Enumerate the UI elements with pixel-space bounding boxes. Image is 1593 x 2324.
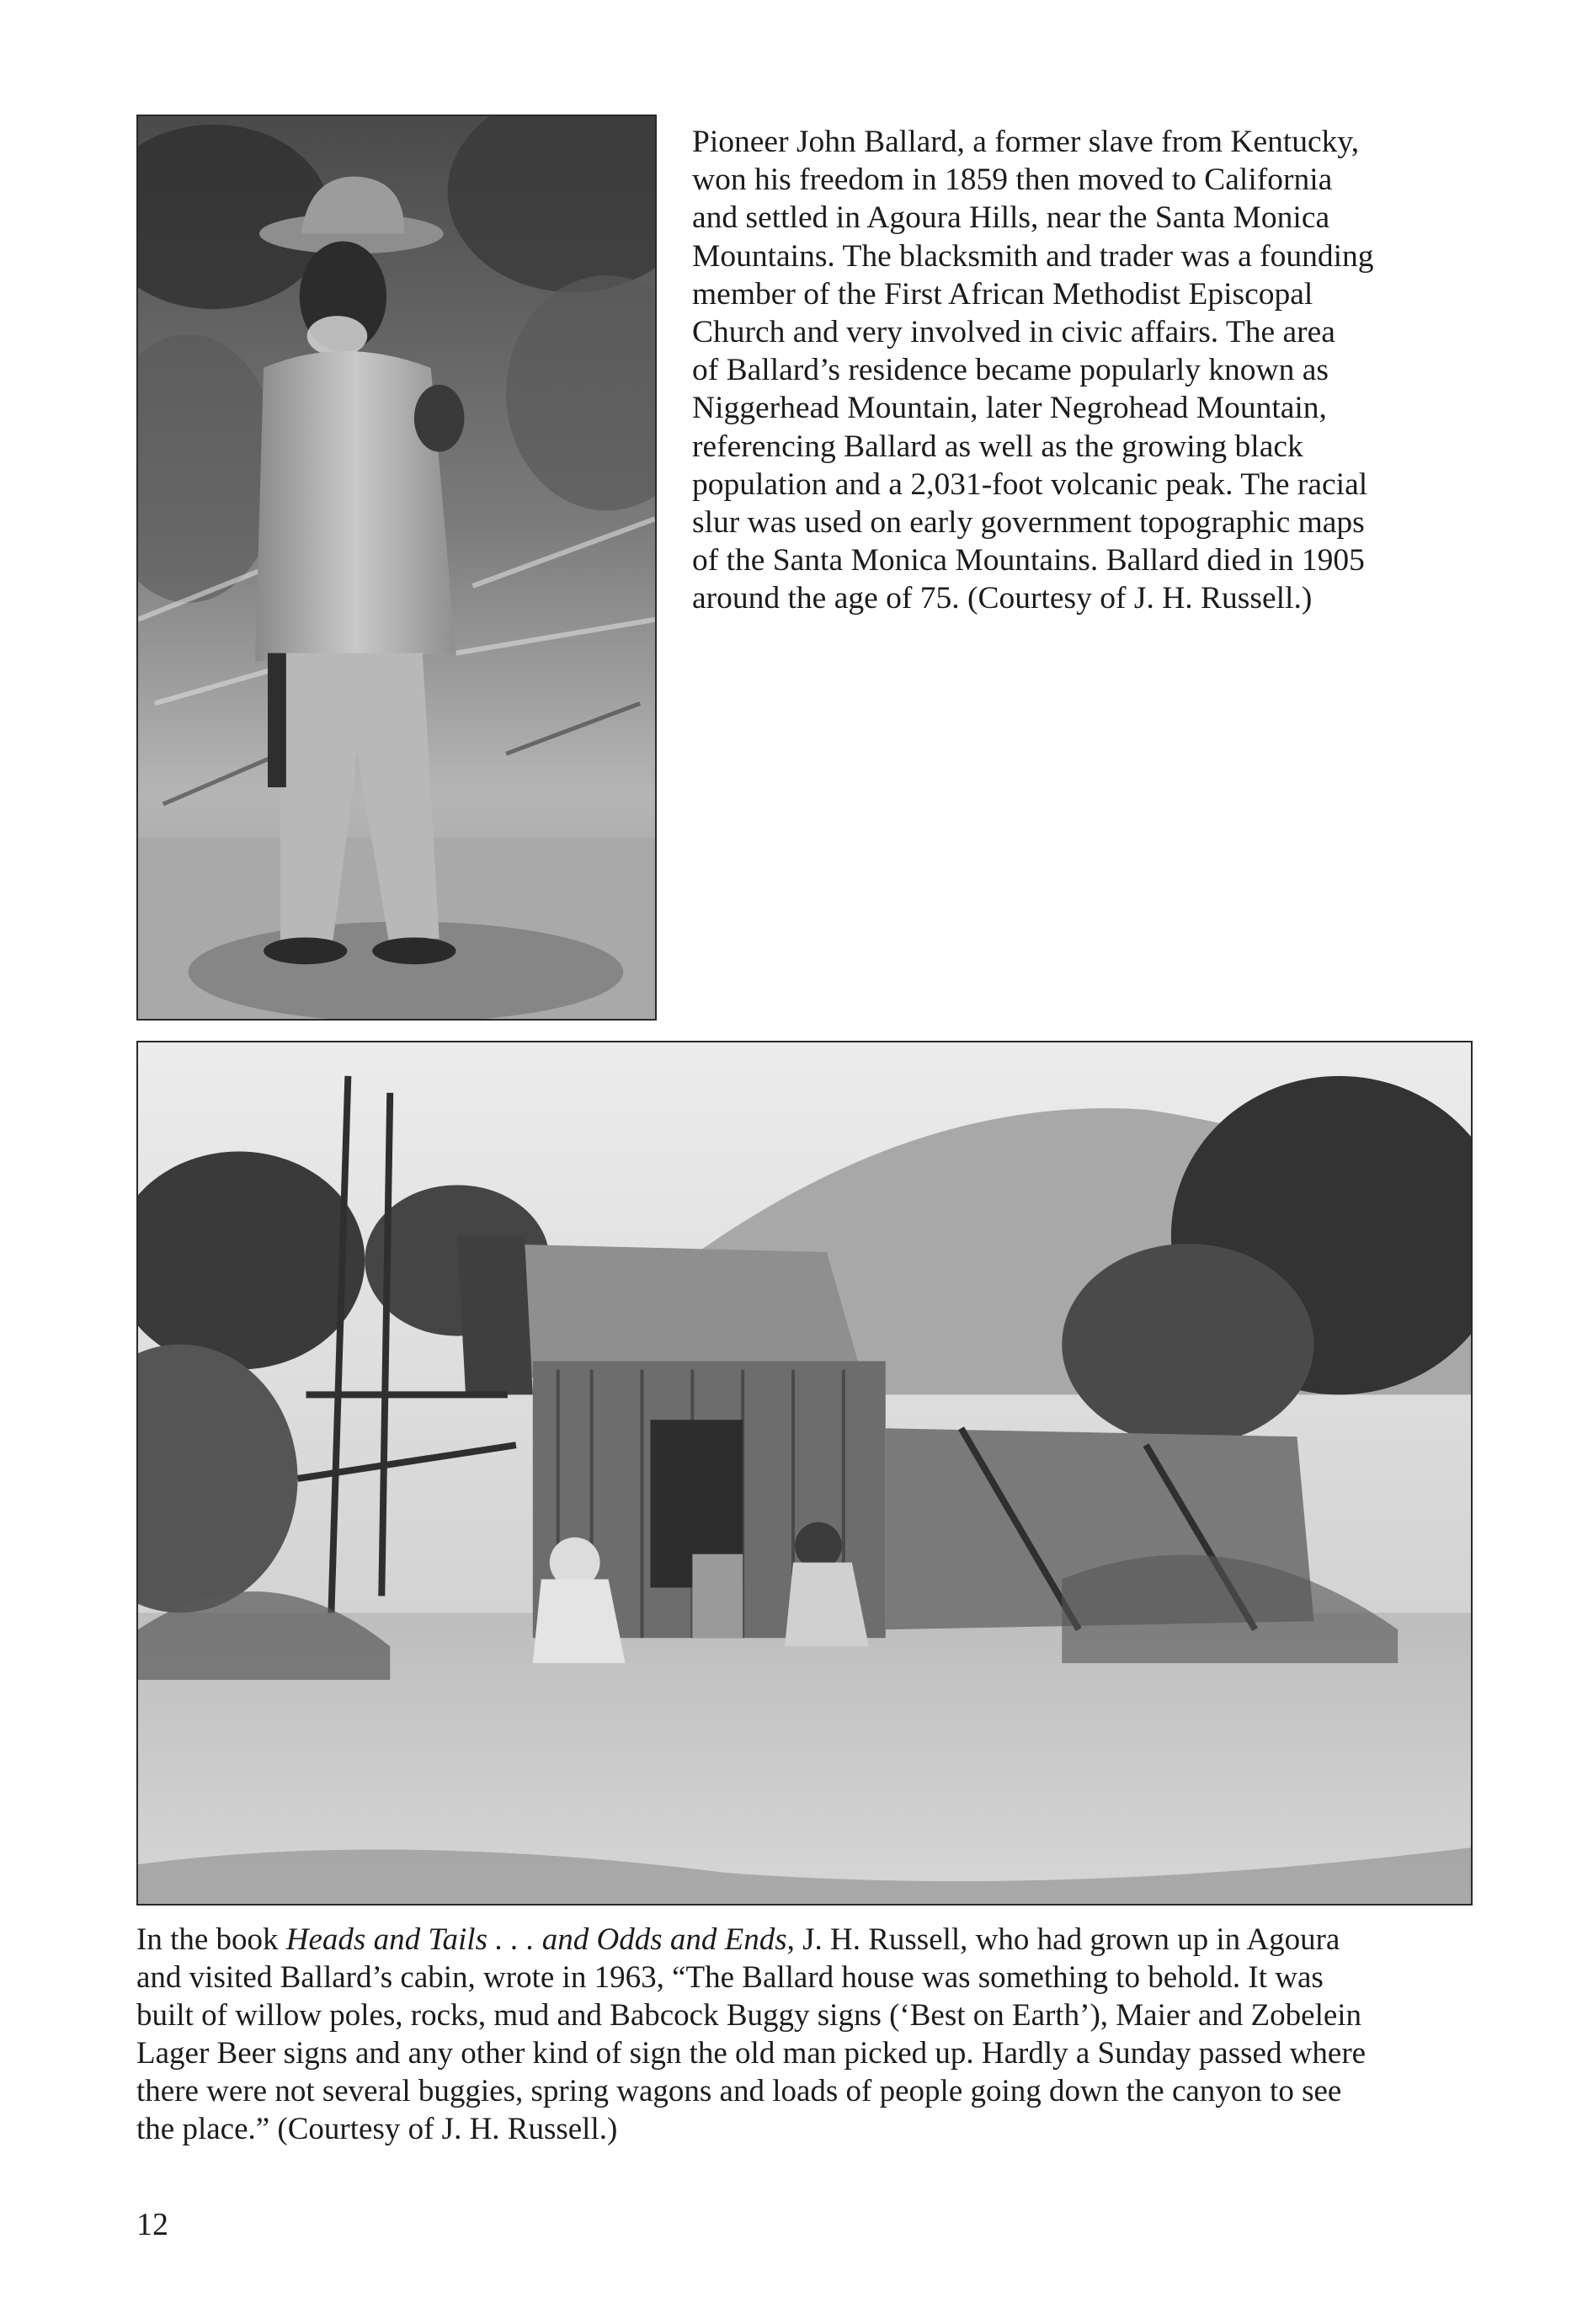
caption-line: of the Santa Monica Mountains. Ballard died in 1905	[692, 543, 1365, 578]
page-number: 12	[136, 2207, 168, 2242]
caption-line: built of willow poles, rocks, mud and Babcock Buggy signs (‘Best on Earth’), Maier and Zobelein	[136, 1997, 1362, 2033]
caption-line: around the age of 75. (Courtesy of J. H. Russell.)	[692, 581, 1313, 616]
caption-line: of Ballard’s residence became popularly known as	[692, 353, 1329, 388]
caption-line: and settled in Agoura Hills, near the Santa Monica	[692, 200, 1330, 236]
caption-line: slur was used on early government topographic maps	[692, 504, 1365, 540]
book-title	[286, 1922, 787, 1957]
caption-line: won his freedom in 1859 then moved to California	[692, 163, 1333, 198]
portrait-photo	[136, 115, 657, 1021]
portrait-caption	[692, 123, 1450, 617]
caption-text: In the book	[136, 1922, 286, 1957]
caption-line: population and a 2,031-foot volcanic peak. The racial	[692, 466, 1368, 502]
caption-line: and visited Ballard’s cabin, wrote in 1963, “The Ballard house was something to behold. It was	[136, 1959, 1324, 1995]
caption-line: the place.” (Courtesy of J. H. Russell.)	[136, 2111, 618, 2146]
cabin-caption	[136, 1922, 1484, 2149]
caption-line: member of the First African Methodist Episcopal	[692, 276, 1313, 312]
book-title-part: and Odds and Ends	[541, 1922, 787, 1957]
portrait-photo-image	[138, 116, 655, 1019]
caption-line: there were not several buggies, spring wagons and loads of people going down the canyon to see	[136, 2073, 1342, 2108]
cabin-photo	[136, 1041, 1473, 1906]
cabin-photo-image	[138, 1042, 1471, 1904]
caption-line: referencing Ballard as well as the growing black	[692, 429, 1303, 464]
caption-line: Mountains. The blacksmith and trader was a founding	[692, 238, 1374, 274]
caption-text: , J. H. Russell, who had grown up in Agoura	[786, 1922, 1340, 1957]
caption-line: Pioneer John Ballard, a former slave from Kentucky,	[692, 125, 1360, 159]
book-title-part: Heads and Tails . . .	[285, 1922, 542, 1957]
caption-line: Church and very involved in civic affairs. The area	[692, 314, 1335, 349]
caption-line: Niggerhead Mountain, later Negrohead Mountain,	[692, 391, 1327, 426]
caption-line: Lager Beer signs and any other kind of sign the old man picked up. Hardly a Sunday passed where	[136, 2035, 1367, 2071]
caption-line	[136, 1922, 1484, 1959]
